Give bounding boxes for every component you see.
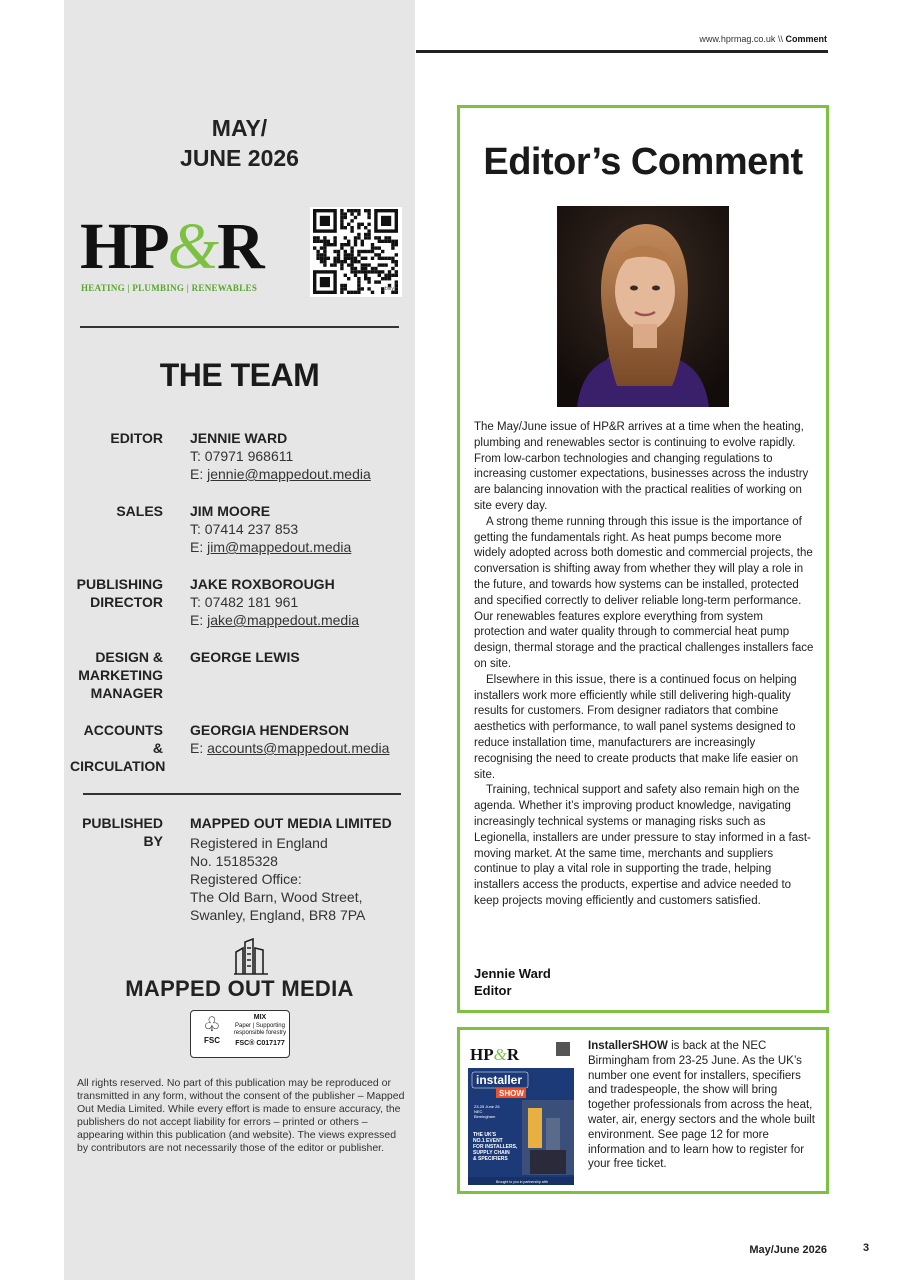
mapped-out-media-logo: MAPPED OUT MEDIA [125,976,354,1001]
member-accounts: GEORGIA HENDERSON E: accounts@mappedout.media [190,722,390,756]
role-editor: EDITOR [110,430,163,446]
cover-city: Birmingham [474,1114,496,1119]
svg-text:HP&R: HP&R [470,1045,520,1064]
page-number: 3 [863,1242,870,1254]
installershow-cover[interactable] [468,1038,574,1185]
building-icon [233,938,269,976]
svg-text:THE UK'S: THE UK'S [473,1132,497,1138]
member-publishing-director: JAKE ROXBOROUGH T: 07482 181 961 E: jake@mappedout.media [190,576,360,628]
cover-dates: 23-25 June 26 [474,1104,500,1109]
team-title: THE TEAM [159,357,320,393]
svg-text:NO.1 EVENT: NO.1 EVENT [473,1138,503,1144]
email-link[interactable]: jake@mappedout.media [207,612,360,628]
role-publishing-director: PUBLISHING DIRECTOR [76,576,163,610]
editor-comment-body: The May/June issue of HP&R arrives at a time when the heating, plumbing and renewables sector is continuing to evolve rapidly. From low-carbon technologies and changing regulations to increasing customer expectations, businesses across the industry are balancing innovation with the practical realities of working on site every day. A strong theme running through this issue is the importance of getting the fundamentals right. As heat pumps become more widely adopted across both domestic and commercial projects, the conversation is shifting away from whether they will play a role in the future, and towards how systems can be installed, protected and specified correctly to deliver reliable long-term performance. Our renewables features explore everything from system protection and water quality through to commercial heat pump design, thermal storage and the practical challenges installers face on site. Elsewhere in this issue, there is a continued focus on helping installers work more efficiently while still delivering high-quality results for customers. From designer radiators that combine aesthetics with performance, to wall panel systems designed to reduce installation time, manufacturers are increasingly recognising the need to create products that make life easier on site. Training, technical support and safety also remain high on the agenda. Whether it’s improving product knowledge, navigating increasingly technical systems or managing risks such as Legionella, installers are under pressure to stay informed in a fast-moving market. At the same time, merchants and suppliers continue to play a vital role in supporting the trade, helping installers access the products, expertise and advice needed to keep projects moving efficiently and customers satisfied. [474,421,814,907]
header-rule [416,50,828,53]
installershow-brand: InstallerSHOW [588,1040,668,1052]
section-label: Comment [785,34,827,44]
qr-code[interactable] [310,207,402,297]
email-link[interactable]: jennie@mappedout.media [207,466,371,482]
member-design-marketing: GEORGE LEWIS [190,649,300,665]
fsc-tree-icon: ♧ FSC [203,1014,221,1045]
email-link[interactable]: accounts@mappedout.media [207,740,390,756]
issue-date: MAY/ JUNE 2026 [180,115,299,171]
cover-title: installer [476,1073,523,1087]
svg-text:FOR INSTALLERS,: FOR INSTALLERS, [473,1144,518,1150]
editor-portrait [557,206,729,407]
divider [83,793,401,795]
email-link[interactable]: jim@mappedout.media [207,539,352,555]
site-link[interactable]: www.hprmag.co.uk [699,34,776,44]
divider [80,326,399,328]
installershow-text: InstallerSHOW is back at the NEC Birmingham from 23-25 June. As the UK’s number one event for installers, specifiers and tradespeople, the show will bring together professionals from across the heat, water, air, energy sectors and the whole built environment. See page 12 for more information and to learn how to register for your free ticket. [588,1040,815,1171]
hpr-logo: HP&R HEATING | PLUMBING | RENEWABLES [80,210,263,293]
editor-signature: Jennie Ward Editor [474,966,551,998]
qr-code-graphic [310,207,402,297]
rights-notice: All rights reserved. No part of this publication may be reproduced or transmitted in any form, without the consent of the publisher – Mapped Out Media Limited. While every effort is made to ensure accuracy, the publishers do not accept liability for errors – printed or others – appearing within this publication (and website). The views expressed by contributors are not necessarily those of the editor or publisher. [77,1077,405,1154]
qr-tag: bitly [385,286,394,292]
role-accounts: ACCOUNTS & CIRCULATION [70,722,166,774]
cover-venue: NEC [474,1109,483,1114]
publisher-info: MAPPED OUT MEDIA LIMITED Registered in England No. 15185328 Registered Office: The Old Barn, Wood Street, Swanley, England, BR8 7PA [190,815,392,923]
editor-comment-box [457,105,829,1013]
installershow-cover-graphic [468,1038,574,1185]
editor-photo [557,206,729,407]
cover-footer: Brought to you in partnership with [496,1180,549,1184]
role-design-marketing: DESIGN & MARKETING MANAGER [78,649,163,701]
role-published-by: PUBLISHED BY [82,815,163,849]
footer-date: May/June 2026 [749,1244,827,1256]
svg-text:SUPPLY CHAIN: SUPPLY CHAIN [473,1150,510,1156]
running-header: www.hprmag.co.uk \\ Comment [699,34,827,44]
logo-tagline: HEATING | PLUMBING | RENEWABLES [81,283,258,293]
editor-comment-title: Editor’s Comment [483,141,803,183]
role-sales: SALES [116,503,163,519]
fsc-badge: ♧ FSC MIX Paper | Supporting responsible forestry FSC® C017177 [190,1010,290,1058]
installershow-promo [457,1027,829,1194]
svg-text:& SPECIFIERS: & SPECIFIERS [473,1156,508,1162]
member-sales: JIM MOORE T: 07414 237 853 E: jim@mappedout.media [190,503,352,555]
member-editor: JENNIE WARD T: 07971 968611 E: jennie@mappedout.media [190,430,371,482]
cover-show: SHOW [499,1089,524,1098]
